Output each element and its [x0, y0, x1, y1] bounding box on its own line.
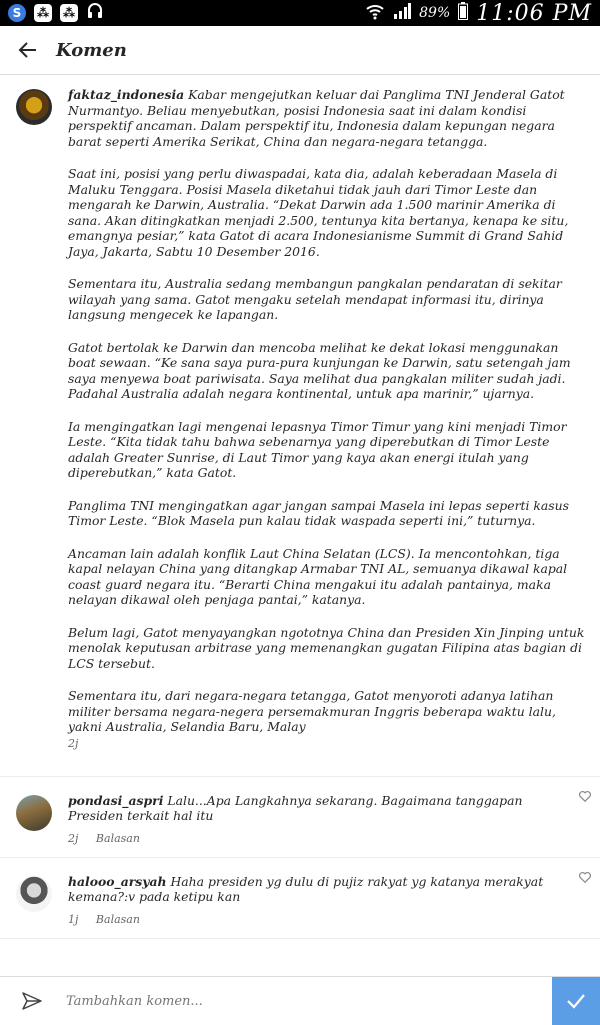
headset-icon — [86, 2, 104, 24]
status-bar — [0, 0, 600, 26]
s-app-icon: S — [8, 4, 26, 22]
caption-text: faktaz_indonesia Kabar mengejutkan keluar dai Panglima TNI Jenderal Gatot Nurmantyo. Beliau menyebutkan, posisi Indonesia saat ini dalam kondisi perspektif ancaman. Dalam perspektif itu, Indonesia dalam kepungan negara barat seperti Amerika Serikat, China dan negara-negara tetangga. Saat ini, posisi yang perlu diwaspadai, kata dia, adalah keberadaan Masela di Maluku Tenggara. Posisi Masela diketahui tidak jauh dari Timor Leste dan mengarah ke Darwin, Australia. “Dekat Darwin ada 1.500 marinir Amerika di sana. Akan ditingkatkan menjadi 2.500, tentunya kita bertanya, kenapa ke situ, emangnya pesiar,” kata Gatot di acara Indonesianisme Summit di Grand Sahid Jaya, Jakarta, Sabtu 10 Desember 2016. Sementara itu, Australia sedang membangun pangkalan pendaratan di sekitar wilayah yang sama. Gatot mengaku setelah mendapat informasi itu, dirinya langsung mengecek ke lapangan. Gatot bertolak ke Darwin dan mencoba melihat ke dekat lokasi menggunakan boat sewaan. “Ke sana saya pura-pura kunjungan ke Darwin, satu setengah jam saya menyewa boat pariwisata. Saya melihat dua pangkalan militer sudah jadi. Padahal Australia adalah negara kontinental, untuk apa marinir,” ujarnya. Ia mengingatkan lagi mengenai lepasnya Timor Timur yang kini menjadi Timor Leste. “Kita tidak tahu bahwa sebenarnya yang diperebutkan di Timor Leste adalah Greater Sunrise, di Laut Timor yang kaya akan energi itulah yang diperebutkan,” kata Gatot. Panglima TNI mengingatkan agar jangan sampai Masela ini lepas seperti kasus Timor Leste. “Blok Masela pun kalau tidak waspada seperti ini,” tuturnya. Ancaman lain adalah konflik Laut China Selatan (LCS). Ia mencontohkan, tiga kapal nelayan China yang ditangkap Armabar TNI AL, semuanya dikawal kapal coast guard negara itu. “Berarti China mengakui itu adalah pantainya, maka nelayan dikawal oleh penjaga pantai,” katanya. Belum lagi, Gatot menyayangkan ngototnya China dan Presiden Xin Jinping untuk menolak keputusan arbitrase yang memenangkan gugatan Filipina atas bagian di LCS tersebut. Sementara itu, dari negara-negara tetangga, Gatot menyoroti adanya latihan militer bersama negara-negera persemakmuran Inggris beberapa waktu lalu, yakni Australia, Selandia Baru, Malay — [68, 87, 585, 734]
comment-text: Lalu...Apa Langkahnya sekarang. Bagaimana tanggapan Presiden terkait hal itu — [68, 792, 523, 823]
signal-icon — [393, 3, 411, 23]
comment-text: Haha presiden yg dulu di pujiz rakyat yg katanya merakyat kemana?:v pada ketipu kan — [68, 873, 544, 904]
comment-list[interactable] — [0, 75, 600, 975]
avatar[interactable] — [16, 89, 52, 125]
comment-time: 2j — [68, 831, 79, 845]
heart-icon[interactable] — [578, 870, 592, 884]
caption-comment — [0, 75, 600, 750]
back-button[interactable] — [0, 26, 56, 74]
clock: 11:06 PM — [476, 0, 592, 26]
paper-plane-icon — [21, 990, 43, 1012]
comment-time: 1j — [68, 912, 79, 926]
list-item — [0, 777, 600, 858]
username-link[interactable]: pondasi_aspri — [68, 792, 164, 808]
avatar[interactable] — [16, 876, 52, 912]
heart-icon[interactable] — [578, 789, 592, 803]
list-item — [0, 858, 600, 939]
checkmark-icon — [565, 990, 587, 1012]
wifi-icon — [365, 2, 385, 24]
top-bar — [0, 26, 600, 75]
battery-percent: 89% — [419, 5, 451, 21]
direct-send-button[interactable] — [0, 990, 64, 1012]
back-arrow-icon — [18, 40, 38, 60]
reply-button[interactable]: Balasan — [95, 831, 140, 845]
bbm-icon: ⁂ — [34, 4, 52, 22]
avatar[interactable] — [16, 795, 52, 831]
comment-input[interactable] — [64, 993, 552, 1010]
comment-meta — [68, 737, 586, 750]
battery-icon — [458, 2, 468, 24]
page-title: Komen — [56, 39, 127, 61]
username-link[interactable]: faktaz_indonesia — [68, 87, 185, 102]
username-link[interactable]: halooo_arsyah — [68, 873, 167, 889]
comment-composer — [0, 976, 600, 1025]
reply-button[interactable]: Balasan — [95, 912, 140, 926]
post-comment-button[interactable] — [552, 977, 600, 1025]
comment-time: 2j — [68, 736, 79, 750]
bbm-icon: ⁂ — [60, 4, 78, 22]
